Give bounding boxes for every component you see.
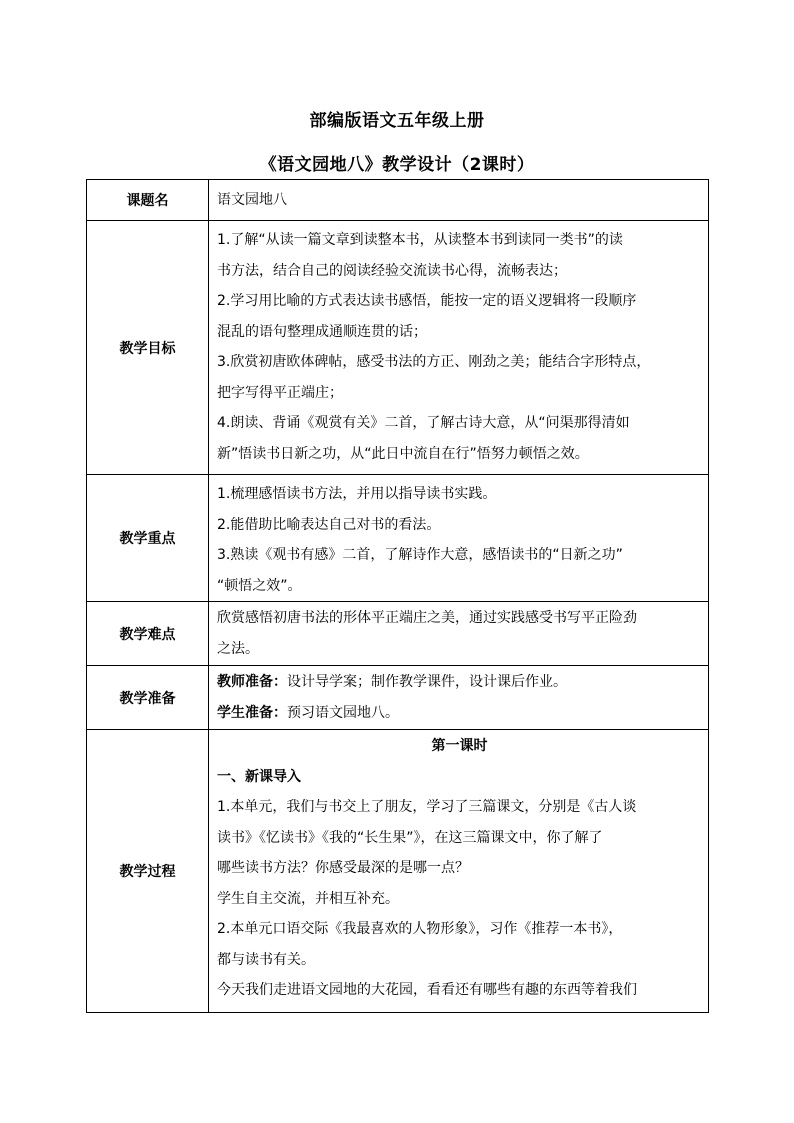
section-title: 一、新课导入 [217, 768, 301, 785]
process-line: 2.本单元口语交际《我最喜欢的人物形象》，习作《推荐一本书》， [217, 921, 623, 937]
process-label: 教学过程 [87, 730, 209, 1013]
row-focus [87, 475, 709, 602]
difficulty-label: 教学难点 [87, 602, 209, 666]
focus-line: 3.熟读《观书有感》二首，了解诗作大意，感悟读书的“日新之功” [217, 547, 623, 563]
row-topic [87, 180, 709, 221]
goals-line: 混乱的语句整理成通顺连贯的话； [217, 323, 427, 340]
goals-line: 1.了解“从读一篇文章到读整本书，从读整本书到读同一类书”的读 [217, 232, 623, 248]
row-difficulty [87, 602, 709, 666]
goals-line: 书方法，结合自己的阅读经验交流读书心得，流畅表达； [217, 262, 567, 279]
focus-line: 1.梳理感悟读书方法，并用以指导读书实践。 [217, 486, 497, 502]
topic-text: 语文园地八 [217, 191, 287, 208]
row-prep [87, 666, 709, 730]
process-line: 今天我们走进语文园地的大花园，看看还有哪些有趣的东西等着我们 [217, 982, 637, 998]
difficulty-line: 欣赏感悟初唐书法的形体平正端庄之美，通过实践感受书写平正险劲 [217, 610, 637, 626]
prep-student [217, 698, 702, 729]
prep-teacher-key: 教师准备： [217, 674, 287, 690]
row-goals [87, 221, 709, 475]
goals-line: 4.朗读、背诵《观赏有关》二首，了解古诗大意，从“问渠那得清如 [217, 415, 630, 431]
prep-student-text: 预习语文园地八。 [287, 704, 399, 721]
goals-line: 把字写得平正端庄； [217, 384, 343, 401]
focus-line: 2.能借助比喻表达自己对书的看法。 [217, 516, 441, 533]
process-line: 1.本单元，我们与书交上了朋友，学习了三篇课文，分别是《古人谈 [217, 799, 637, 815]
goals-line: 3.欣赏初唐欧体碑帖，感受书法的方正、刚劲之美；能结合字形特点， [217, 354, 651, 370]
difficulty-line: 之法。 [217, 640, 259, 657]
process-line: 哪些读书方法？你感受最深的是哪一点？ [217, 860, 469, 876]
goals-label: 教学目标 [87, 221, 209, 475]
goals-line: 2.学习用比喻的方式表达读书感悟，能按一定的语义逻辑将一段顺序 [217, 293, 637, 309]
prep-content [209, 666, 709, 730]
lesson-plan-table [86, 179, 709, 1013]
document-title: 部编版语文五年级上册 [309, 111, 485, 131]
process-line: 都与读书有关。 [217, 951, 315, 968]
goals-line: 新”悟读书日新之功，从“此日中流自在行”悟努力顿悟之效。 [217, 445, 589, 462]
topic-value [209, 180, 709, 221]
goals-content [209, 221, 709, 475]
focus-content [209, 475, 709, 602]
process-line: 学生自主交流，并相互补充。 [217, 890, 399, 907]
prep-label: 教学准备 [87, 666, 209, 730]
prep-student-key: 学生准备： [217, 704, 287, 721]
lesson-title: 第一课时 [431, 738, 488, 754]
difficulty-content [209, 602, 709, 666]
row-process [87, 730, 709, 1013]
process-content [209, 730, 709, 1013]
focus-label: 教学重点 [87, 475, 209, 602]
focus-line: “顿悟之效”。 [217, 577, 302, 594]
topic-label: 课题名 [87, 180, 209, 221]
prep-teacher [217, 667, 702, 698]
document-subtitle: 《语文园地八》教学设计（2课时） [259, 155, 535, 175]
process-line: 读书》《忆读书》《我的“长生果”》，在这三篇课文中，你了解了 [217, 829, 603, 846]
prep-teacher-text: 设计导学案；制作教学课件，设计课后作业。 [287, 674, 567, 690]
